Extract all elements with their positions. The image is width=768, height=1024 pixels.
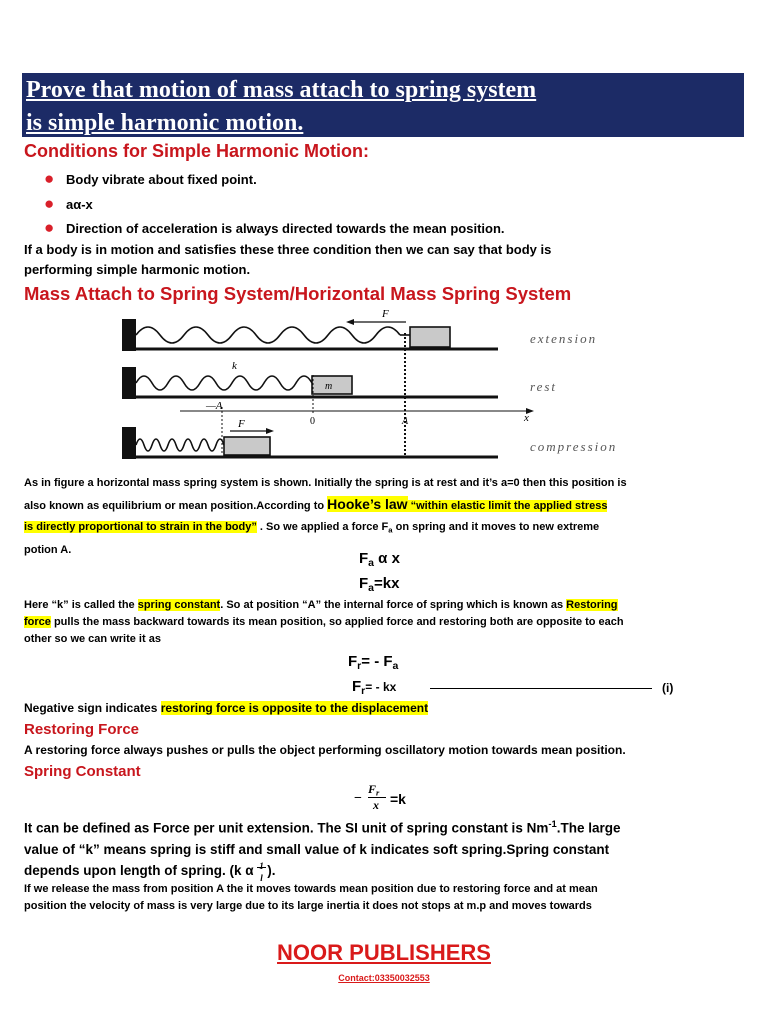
publisher-name: NOOR PUBLISHERS <box>277 940 491 965</box>
spring-compressed <box>136 439 224 451</box>
wall-extension <box>122 319 136 351</box>
bullet-icon: ● <box>44 218 55 237</box>
equation-fr-kx: $F_r=$ - kx <box>352 678 397 698</box>
restoring-highlight: Restoring <box>566 599 618 611</box>
negative-sign-line: Negative sign indicates restoring force is opposite to the displacement <box>24 701 429 715</box>
intro-paragraph: If a body is in motion and satisfies these three condition then we can say that body is performing simple harmonic motion. <box>24 242 552 277</box>
label-x: x <box>524 412 529 424</box>
tick-neg-A: —A <box>206 400 223 412</box>
spring-constant-highlight: spring constant <box>137 599 221 611</box>
tick-A: A <box>402 416 409 427</box>
equation-tag: (i) <box>662 681 674 695</box>
conditions-heading: Conditions for Simple Harmonic Motion: <box>24 141 369 161</box>
label-compression: compression <box>530 439 618 454</box>
paragraph-release: If we release the mass from position A the it moves towards mean position due to restoring force and at mean position the velocity of mass is very large due to its large inertia it does not stops at m.p and moves towards <box>24 883 598 912</box>
wall-rest <box>122 367 136 399</box>
conditions-list <box>44 168 505 242</box>
label-F-extension: F <box>382 308 389 320</box>
spring-rest <box>136 376 312 390</box>
publisher-contact: Contact:03350032553 <box>338 973 430 983</box>
restoring-force-text: A restoring force always pushes or pulls the object performing oscillatory motion towards mean position. <box>24 743 626 757</box>
wall-compression <box>122 427 136 459</box>
spring-extended <box>136 327 400 343</box>
bullet-icon: ● <box>44 193 55 213</box>
label-k: k <box>232 360 237 372</box>
equation-fa-kx: $F_a=kx$ <box>359 575 400 595</box>
label-rest: rest <box>530 379 558 394</box>
label-F-compression: F <box>238 418 245 430</box>
bullet-icon: ● <box>44 169 55 188</box>
label-extension: extension <box>530 331 598 346</box>
opposite-displacement-highlight: restoring force is opposite to the displacement <box>160 701 429 715</box>
paragraph-spring-constant: Here “k” is called the spring constant. So at position “A” the internal force of spring which is known as Restoring force pulls the mass backward towards its mean position, so applied force and restoring both are opposite to each other so we can write it as <box>24 599 624 645</box>
mass-extension <box>410 327 450 347</box>
section-heading: Mass Attach to Spring System/Horizontal Mass Spring System <box>24 283 572 304</box>
hookes-law-highlight: Hooke’s law <box>327 496 408 512</box>
list-item: ● Body vibrate about fixed point. <box>44 169 257 188</box>
list-item: ● Direction of acceleration is always directed towards the mean position. <box>44 218 505 237</box>
equation-fa-alpha-x: $F_a$ α x <box>359 550 400 570</box>
equation-leader-line <box>430 688 652 689</box>
title-line-1: Prove that motion of mass attach to spring system <box>26 77 537 103</box>
spring-constant-heading: Spring Constant <box>24 763 141 780</box>
spring-mass-figure <box>120 305 700 465</box>
restoring-force-heading: Restoring Force <box>24 721 140 738</box>
title-line-2: is simple harmonic motion. <box>26 110 304 136</box>
mass-compression <box>224 437 270 455</box>
paragraph-si-unit: It can be defined as Force per unit extension. The SI unit of spring constant is $Nm^{-1}.The$ large value of “k” means spring is stiff and small value of k indicates soft spring.Spring constant depends upon length of spring. (k α 1 l ). <box>24 819 621 884</box>
label-m: m <box>325 381 333 392</box>
list-item: ● aα-x <box>44 193 93 213</box>
equation-fr-fa: $F_r= - F_a$ <box>348 653 399 673</box>
title-banner <box>22 73 744 137</box>
tick-0: 0 <box>310 416 315 427</box>
paragraph-hookes: As in figure a horizontal mass spring system is shown. Initially the spring is at rest and it’s a=0 then this position is also known as equilibrium or mean position.According to Hooke’s law “within elastic limit the applied stress is directly proportional to strain in the body” . So we applied a force $F_a$ on spring and it moves to new extreme potion A. <box>24 477 627 557</box>
